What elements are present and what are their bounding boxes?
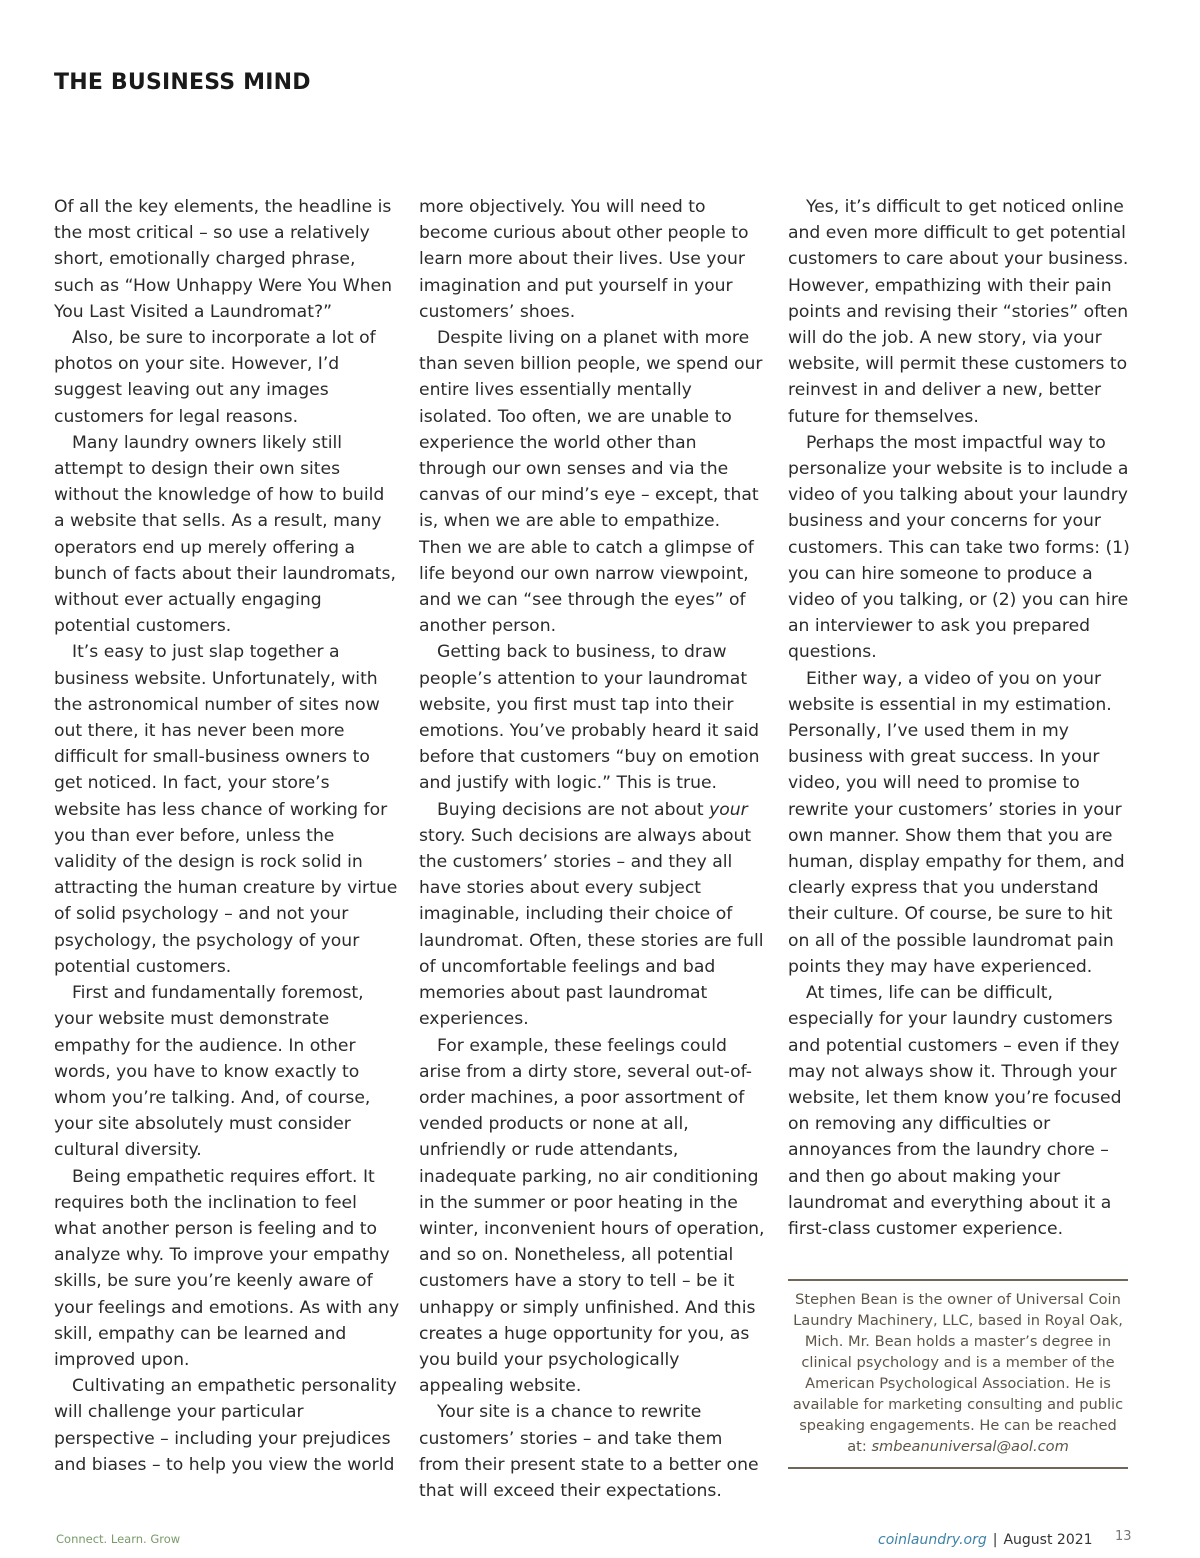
paragraph: more objectively. You will need to become curious about other people to learn more about their lives. Use your imagination and put yourself in your customers’ shoes. — [419, 197, 749, 322]
paragraph: Your site is a chance to rewrite customers’ stories – and take them from their present state to a better one that will exceed their expectations. — [419, 1402, 759, 1501]
footer-publication-info — [878, 1532, 1093, 1548]
paragraph: Many laundry owners likely still attempt to design their own sites without the knowledge of how to build a website that sells. As a result, many operators end up merely offering a bunch of facts about their laundromats, without ever actually engaging potential customers. — [54, 432, 396, 637]
paragraph: Despite living on a planet with more than seven billion people, we spend our entire lives essentially mentally isolated. Too often, we are unable to experience the world other than through our own senses and via the canvas of our mind’s eye – except, that is, when we are able to empathize. Then we are able to catch a glimpse of life beyond our own narrow viewpoint, and we can “see through the eyes” of another person. — [419, 328, 763, 637]
author-bio-text: Stephen Bean is the owner of Universal Coin Laundry Machinery, LLC, based in Royal Oak, Mich. Mr. Bean holds a master’s degree in clinical psychology and is a member of the American Psychological Association. He is available for marketing consulting and public speaking engagements. He can be reached at: — [792, 1291, 1124, 1455]
article-column-2 — [419, 194, 765, 1504]
footer-separator: | — [992, 1532, 998, 1548]
paragraph: Either way, a video of you on your website is essential in my estimation. Personally, I’ve used them in my business with great success. In your video, you will need to promise to rewrite your customers’ stories in your own manner. Show them that you are human, display empathy for them, and clearly express that you understand their culture. Of course, be sure to hit on all of the possible laundromat pain points they may have experienced. — [788, 668, 1125, 977]
section-title: THE BUSINESS MIND — [54, 70, 311, 95]
page-number: 13 — [1115, 1529, 1132, 1544]
paragraph: For example, these feelings could arise from a dirty store, several out-of-order machines, a poor assortment of vended products or none at all, unfriendly or rude attendants, inadequate parking, no air conditioning in the summer or poor heating in the winter, inconvenient hours of operation, and so on. Nonetheless, all potential customers have a story to tell – be it unhappy or simply unfinished. And this creates a huge opportunity for you, as you build your psychologically appealing website. — [419, 1035, 765, 1397]
paragraph: Cultivating an empathetic personality will challenge your particular perspective – including your prejudices and biases – to help you view the world — [54, 1376, 397, 1475]
footer-issue-date: August 2021 — [1003, 1532, 1093, 1548]
paragraph: First and fundamentally foremost, your website must demonstrate empathy for the audience. In other words, you have to know exactly to whom you’re talking. And, of course, your site absolutely must consider cultural diversity. — [54, 983, 371, 1161]
footer-website-link[interactable]: coinlaundry.org — [878, 1532, 987, 1548]
author-email: smbeanuniversal@aol.com — [871, 1438, 1069, 1455]
article-column-1 — [54, 194, 400, 1478]
emphasis: your — [709, 799, 748, 820]
paragraph: At times, life can be difficult, especially for your laundry customers and potential customers – even if they may not always show it. Through your website, let them know you’re focused on removing any difficulties or annoyances from the laundry chore – and then go about making your laundromat and everything about it a first-class customer experience. — [788, 983, 1122, 1239]
paragraph: Perhaps the most impactful way to personalize your website is to include a video of you talking about your laundry business and your concerns for your customers. This can take two forms: (1) you can hire someone to produce a video of you talking, or (2) you can hire an interviewer to ask you prepared questions. — [788, 432, 1130, 663]
paragraph: Buying decisions are not about your story. Such decisions are always about the customers’ stories – and they all have stories about every subject imaginable, including their choice of laundromat. Often, these stories are full of uncomfortable feelings and bad memories about past laundromat experiences. — [419, 799, 764, 1030]
paragraph: Yes, it’s difficult to get noticed online and even more difficult to get potential customers to care about your business. However, empathizing with their pain points and revising their “stories” often will do the job. A new story, via your website, will permit these customers to reinvest in and deliver a new, better future for themselves. — [788, 197, 1129, 427]
footer-tagline: Connect. Learn. Grow — [56, 1532, 181, 1546]
article-column-3 — [788, 194, 1134, 1242]
paragraph: Of all the key elements, the headline is the most critical – so use a relatively short, emotionally charged phrase, such as “How Unhappy Were You When You Last Visited a Laundromat?” — [54, 197, 393, 322]
paragraph: It’s easy to just slap together a business website. Unfortunately, with the astronomical number of sites now out there, it has never been more difficult for small-business owners to get noticed. In fact, your store’s website has less chance of working for you than ever before, unless the validity of the design is rock solid in attracting the human creature by virtue of solid psychology – and not your psychology, the psychology of your potential customers. — [54, 642, 398, 977]
paragraph: Also, be sure to incorporate a lot of photos on your site. However, I’d suggest leaving out any images customers for legal reasons. — [54, 328, 376, 427]
author-bio-box — [788, 1279, 1128, 1469]
paragraph: Being empathetic requires effort. It requires both the inclination to feel what another person is feeling and to analyze why. To improve your empathy skills, be sure you’re keenly aware of your feelings and emotions. As with any skill, empathy can be learned and improved upon. — [54, 1166, 400, 1370]
paragraph: Getting back to business, to draw people’s attention to your laundromat website, you first must tap into their emotions. You’ve probably heard it said before that customers “buy on emotion and justify with logic.” This is true. — [419, 642, 760, 794]
